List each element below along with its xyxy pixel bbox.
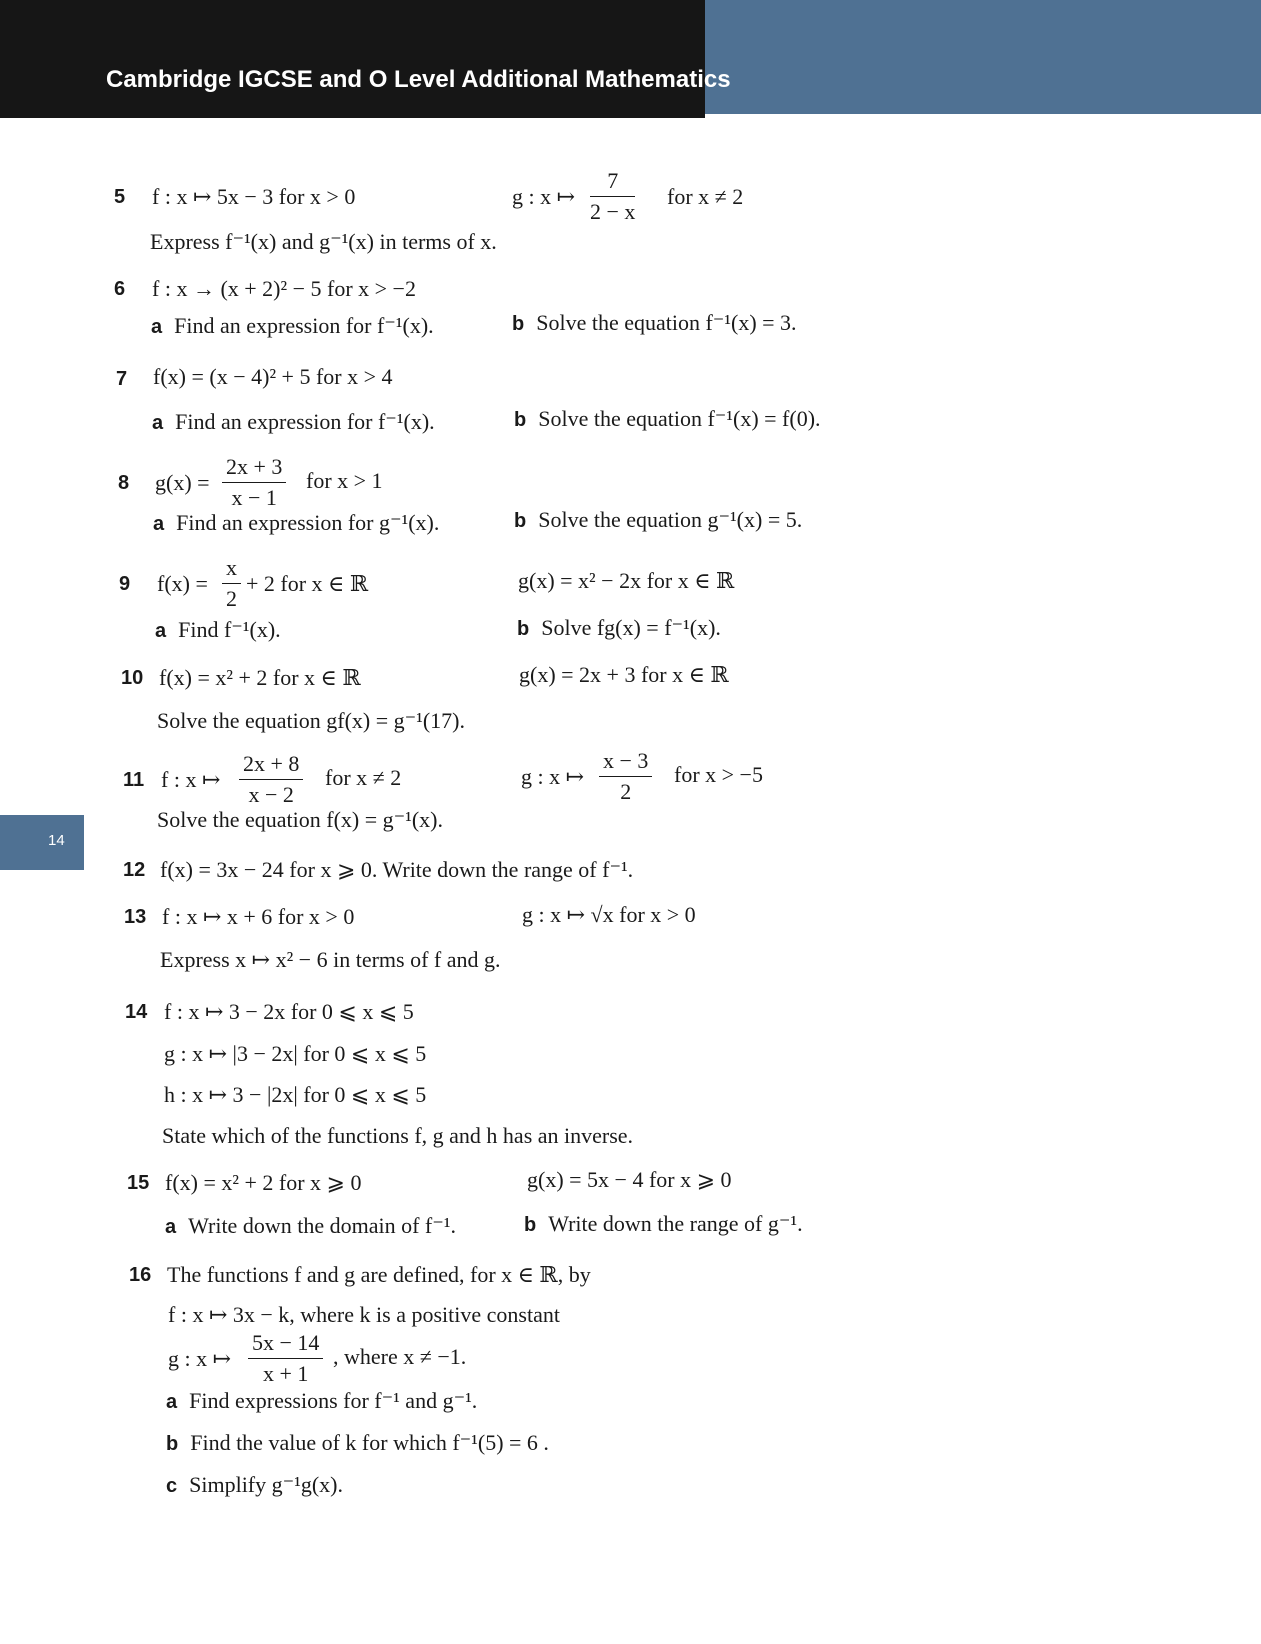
part-label: b <box>514 510 527 532</box>
function-domain: + 2 for x ∈ ℝ <box>246 571 369 596</box>
function-definition: g(x) = x² − 2x for x ∈ ℝ <box>518 568 735 593</box>
question-text: Solve the equation f(x) = g⁻¹(x). <box>157 807 443 832</box>
numerator: x <box>222 555 241 584</box>
part-label: b <box>514 409 527 431</box>
question-number: 9 <box>119 573 131 595</box>
function-domain: for x > 1 <box>306 468 383 493</box>
part-a <box>152 409 435 436</box>
fraction <box>590 168 635 225</box>
question-number: 12 <box>123 859 146 881</box>
page-number: 14 <box>48 832 65 849</box>
part-b <box>512 310 797 337</box>
function-definition: h : x ↦ 3 − |2x| for 0 ⩽ x ⩽ 5 <box>164 1082 427 1107</box>
function-domain: for x ≠ 2 <box>667 184 744 209</box>
part-text: Find an expression for f⁻¹(x). <box>174 313 434 338</box>
function-prefix: g(x) = <box>155 470 210 495</box>
part-text: Solve the equation g⁻¹(x) = 5. <box>538 507 803 532</box>
part-label: b <box>524 1214 537 1236</box>
question-number: 6 <box>114 278 126 300</box>
question-number: 14 <box>125 1001 148 1023</box>
part-text: Solve fg(x) = f⁻¹(x). <box>541 615 721 640</box>
numerator: x − 3 <box>599 748 652 777</box>
part-text: Write down the domain of f⁻¹. <box>188 1213 456 1238</box>
function-definition: f(x) = (x − 4)² + 5 for x > 4 <box>153 364 393 389</box>
denominator: x − 1 <box>231 485 277 510</box>
denominator: x + 1 <box>263 1361 309 1386</box>
numerator: 7 <box>590 168 635 197</box>
part-label: a <box>155 620 167 642</box>
function-domain: for x ≠ 2 <box>325 765 402 790</box>
function-definition: f : x ↦ 3x − k, where k is a positive constant <box>168 1302 560 1327</box>
numerator: 2x + 8 <box>239 751 303 780</box>
denominator: x − 2 <box>248 782 294 807</box>
question-number: 16 <box>129 1264 152 1286</box>
function-definition: g : x ↦ √x for x > 0 <box>522 902 696 927</box>
function-definition: g : x ↦ |3 − 2x| for 0 ⩽ x ⩽ 5 <box>164 1041 427 1066</box>
function-prefix: g : x ↦ <box>512 184 576 209</box>
function-definition: f(x) = x² + 2 for x ⩾ 0 <box>165 1170 362 1195</box>
part-label: a <box>151 316 163 338</box>
question-text: Express x ↦ x² − 6 in terms of f and g. <box>160 947 501 972</box>
denominator: 2 − x <box>590 199 636 224</box>
part-label: b <box>512 313 525 335</box>
part-b <box>166 1430 549 1457</box>
function-definition: g(x) = 2x + 3 for x ∈ ℝ <box>519 662 729 687</box>
part-a <box>153 510 439 537</box>
function-definition: f : x → (x + 2)² − 5 for x > −2 <box>152 276 416 301</box>
part-text: Write down the range of g⁻¹. <box>548 1211 803 1236</box>
page-number-tab <box>0 815 84 870</box>
denominator: 2 <box>620 779 632 804</box>
fraction <box>599 748 652 805</box>
function-domain: for x > −5 <box>674 762 763 787</box>
question-number: 8 <box>118 472 130 494</box>
part-a <box>155 617 281 644</box>
function-definition: f : x ↦ x + 6 for x > 0 <box>162 904 355 929</box>
part-text: Find the value of k for which f⁻¹(5) = 6 . <box>190 1430 549 1455</box>
header-accent-bar <box>705 0 1261 114</box>
part-text: Find f⁻¹(x). <box>178 617 281 642</box>
function-prefix: g : x ↦ <box>521 764 585 789</box>
function-definition: f(x) = x² + 2 for x ∈ ℝ <box>159 665 361 690</box>
question-number: 10 <box>121 667 144 689</box>
part-text: Solve the equation f⁻¹(x) = 3. <box>536 310 797 335</box>
part-b <box>514 406 821 433</box>
header-bar <box>0 0 705 118</box>
question-number: 11 <box>123 769 145 791</box>
part-label: a <box>152 412 164 434</box>
part-text: Solve the equation f⁻¹(x) = f(0). <box>538 406 821 431</box>
part-b <box>524 1211 803 1238</box>
question-text: State which of the functions f, g and h has an inverse. <box>162 1123 634 1148</box>
denominator: 2 <box>226 586 237 611</box>
question-text: Express f⁻¹(x) and g⁻¹(x) in terms of x. <box>150 229 497 254</box>
fraction <box>239 751 303 808</box>
part-text: Find an expression for f⁻¹(x). <box>175 409 435 434</box>
function-prefix: f : x ↦ <box>161 767 221 792</box>
question-number: 13 <box>124 906 147 928</box>
function-prefix: g : x ↦ <box>168 1346 232 1371</box>
fraction <box>222 555 241 612</box>
part-label: a <box>153 513 165 535</box>
part-label: c <box>166 1475 178 1497</box>
part-text: Find an expression for g⁻¹(x). <box>176 510 440 535</box>
part-a <box>165 1213 456 1240</box>
part-label: a <box>165 1216 177 1238</box>
question-text: The functions f and g are defined, for x ∈ ℝ, by <box>167 1262 591 1287</box>
question-number: 7 <box>116 368 128 390</box>
question-number: 5 <box>114 186 126 208</box>
fraction <box>222 454 286 511</box>
function-definition: f : x ↦ 5x − 3 for x > 0 <box>152 184 356 209</box>
fraction <box>248 1330 323 1387</box>
question-text: Solve the equation gf(x) = g⁻¹(17). <box>157 708 465 733</box>
question-text: f(x) = 3x − 24 for x ⩾ 0. Write down the range of f⁻¹. <box>160 857 634 882</box>
question-number: 15 <box>127 1172 150 1194</box>
part-b <box>514 507 802 534</box>
function-prefix: f(x) = <box>157 571 208 596</box>
function-definition: g(x) = 5x − 4 for x ⩾ 0 <box>527 1167 732 1192</box>
part-text: Simplify g⁻¹g(x). <box>189 1472 343 1497</box>
part-label: b <box>166 1433 179 1455</box>
function-definition: f : x ↦ 3 − 2x for 0 ⩽ x ⩽ 5 <box>164 999 414 1024</box>
part-a <box>151 313 434 340</box>
part-label: b <box>517 618 530 640</box>
function-domain: , where x ≠ −1. <box>333 1344 467 1369</box>
part-b <box>517 615 721 642</box>
numerator: 2x + 3 <box>222 454 286 483</box>
book-title: Cambridge IGCSE and O Level Additional Mathematics <box>106 66 731 93</box>
part-text: Find expressions for f⁻¹ and g⁻¹. <box>189 1388 478 1413</box>
numerator: 5x − 14 <box>248 1330 323 1359</box>
part-label: a <box>166 1391 178 1413</box>
part-a <box>166 1388 477 1415</box>
part-c <box>166 1472 343 1499</box>
